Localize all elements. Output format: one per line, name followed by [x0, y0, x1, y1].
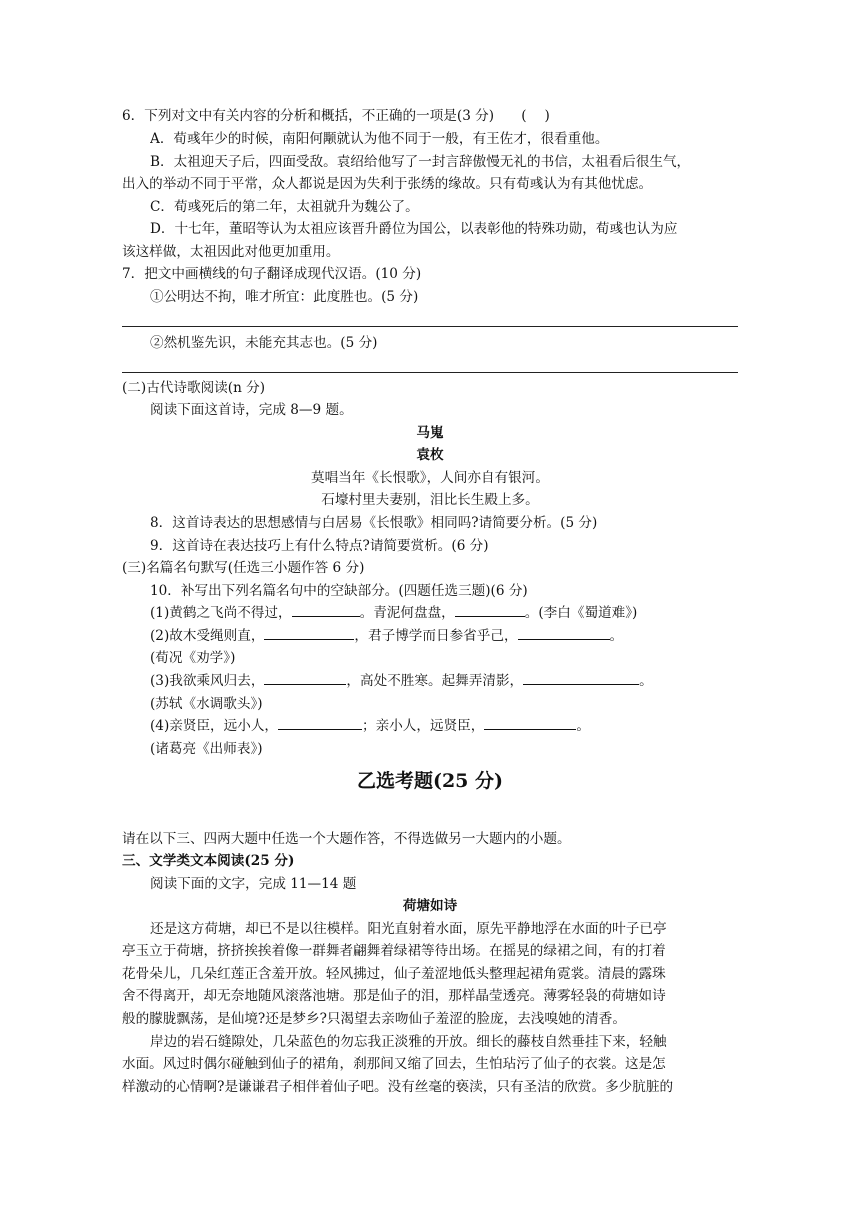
essay-p1-line2: 亭玉立于荷塘，挤挤挨挨着像一群舞者翩舞着绿裙等待出场。在摇晃的绿裙之间，有的打着: [122, 943, 666, 959]
option-b-line1: B．太祖迎天子后，四面受敌。袁绍给他写了一封言辞傲慢无礼的书信，太祖看后很生气，: [150, 154, 691, 170]
option-a: A．荀彧年少的时候，南阳何颙就认为他不同于一般，有王佐才，很看重他。: [150, 131, 609, 147]
answer-line-1: [122, 326, 738, 327]
dictation-section-title: (三)名篇名句默写(任选三小题作答 6 分): [122, 560, 365, 576]
essay-p1-line4: 舍不得离开，却无奈地随风滚落池塘。那是仙子的泪，那样晶莹透亮。薄雾轻袅的荷塘如诗: [122, 988, 666, 1004]
answer-line-2: [122, 372, 738, 373]
question-7-stem: 7．把文中画横线的句子翻译成现代汉语。(10 分): [122, 266, 422, 282]
question-8: 8．这首诗表达的思想感情与白居易《长恨歌》相同吗?请简要分析。(5 分): [150, 515, 598, 531]
dictation-item-3-source: (苏轼《水调歌头》): [150, 696, 263, 712]
question-6-stem: 6．下列对文中有关内容的分析和概括，不正确的一项是(3 分) ( ): [122, 108, 550, 124]
option-b-line2: 出入的举动不同于平常，众人都说是因为失利于张绣的缘故。只有荀彧认为有其他忧虑。: [122, 176, 653, 192]
essay-p2-line3: 样激动的心情啊?是谦谦君子相伴着仙子吧。没有丝毫的亵渎，只有圣洁的欣赏。多少肮脏的: [122, 1079, 674, 1095]
dictation-item-4-source: (诸葛亮《出师表》): [150, 741, 263, 757]
option-d-line1: D．十七年，董昭等认为太祖应该晋升爵位为国公，以表彰他的特殊功勋，荀彧也认为应: [150, 221, 678, 237]
essay-p2-line2: 水面。风过时偶尔碰触到仙子的裙角，刹那间又缩了回去，生怕玷污了仙子的衣裳。这是怎: [122, 1056, 666, 1072]
question-9: 9．这首诗在表达技巧上有什么特点?请简要赏析。(6 分): [150, 538, 489, 554]
dictation-item-2: (2)故木受绳则直， ，君子博学而日参省乎己， 。: [150, 625, 738, 647]
poem-title: 马嵬: [416, 425, 444, 441]
poetry-section-title: (二)古代诗歌阅读(n 分): [122, 380, 266, 396]
blank[interactable]: [264, 625, 354, 640]
essay-p1-line1: 还是这方荷塘，却已不是以往模样。阳光直射着水面，原先平静地浮在水面的叶子已亭: [150, 921, 667, 937]
part-b-instruction: 请在以下三、四两大题中任选一个大题作答，不得选做另一大题内的小题。: [122, 831, 571, 847]
dictation-item-4: (4)亲贤臣，远小人， ；亲小人，远贤臣， 。: [150, 715, 738, 737]
section-3-intro: 阅读下面的文字，完成 11—14 题: [150, 876, 357, 892]
option-d-line2: 该这样做，太祖因此对他更加重用。: [122, 244, 340, 260]
poetry-intro: 阅读下面这首诗，完成 8—9 题。: [150, 402, 353, 418]
essay-p1-line3: 花骨朵儿，几朵红莲正含羞开放。轻风拂过，仙子羞涩地低头整理起裙角霓裳。清晨的露珠: [122, 966, 666, 982]
blank[interactable]: [518, 625, 610, 640]
poem-author: 袁枚: [416, 447, 444, 463]
blank[interactable]: [523, 670, 639, 685]
essay-p2-line1: 岸边的岩石缝隙处，几朵蓝色的勿忘我正淡雅的开放。细长的藤枝自然垂挂下来，轻触: [150, 1034, 667, 1050]
question-7-sentence-1: ①公明达不拘，唯才所宜：此度胜也。(5 分): [150, 289, 419, 305]
dictation-item-3: (3)我欲乘风归去， ，高处不胜寒。起舞弄清影， 。: [150, 670, 738, 692]
blank[interactable]: [278, 715, 362, 730]
question-10: 10．补写出下列名篇名句中的空缺部分。(四题任选三题)(6 分): [150, 583, 528, 599]
question-7-sentence-2: ②然机鉴先识，未能充其志也。(5 分): [150, 335, 378, 351]
essay-title: 荷塘如诗: [402, 898, 458, 914]
poem-line-1: 莫唱当年《长恨歌》，人间亦自有银河。: [311, 470, 549, 486]
essay-p1-line5: 般的朦胧飘荡，是仙境?还是梦乡?只渴望去亲吻仙子羞涩的脸庞，去浅嗅她的清香。: [122, 1011, 626, 1027]
option-c: C．荀彧死后的第二年，太祖就升为魏公了。: [150, 199, 419, 215]
dictation-item-2-source: (荀况《劝学》): [150, 650, 236, 666]
blank[interactable]: [264, 670, 346, 685]
blank[interactable]: [484, 715, 576, 730]
section-3-title: 三、文学类文本阅读(25 分): [122, 853, 295, 869]
part-b-heading: 乙选考题(25 分): [356, 770, 504, 792]
poem-line-2: 石壕村里夫妻别，泪比长生殿上多。: [321, 492, 539, 508]
blank[interactable]: [455, 602, 525, 617]
blank[interactable]: [292, 602, 360, 617]
dictation-item-1: (1)黄鹤之飞尚不得过， 。青泥何盘盘， 。(李白《蜀道难》): [150, 602, 738, 624]
